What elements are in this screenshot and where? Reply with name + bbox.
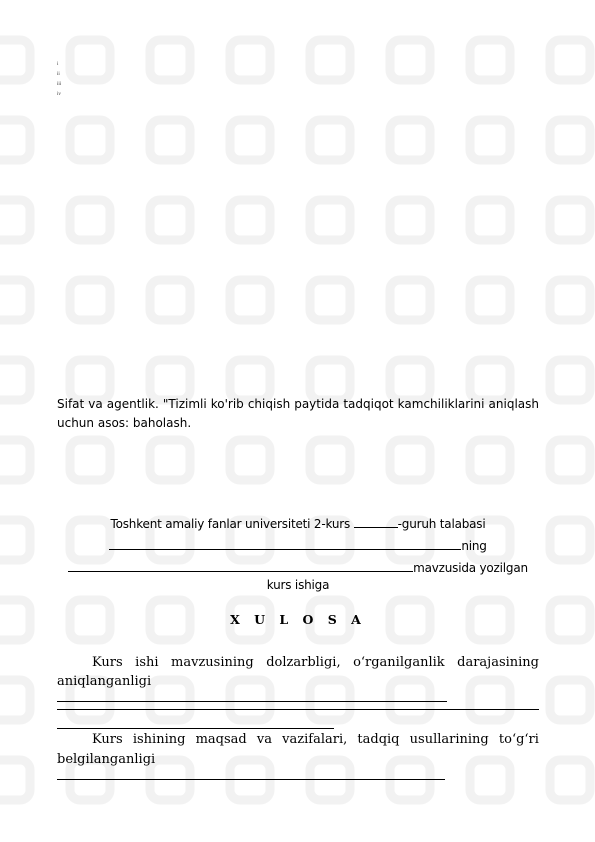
- word: usullarining: [409, 732, 489, 747]
- paragraph-2-line-1: [57, 732, 539, 747]
- group-number-blank[interactable]: [354, 515, 398, 528]
- header-topic-label: mavzusida yozilgan: [413, 561, 528, 575]
- student-name-blank[interactable]: [109, 537, 461, 550]
- word: dolzarbligi,: [266, 655, 341, 670]
- paragraph-1-line-1: [57, 655, 539, 670]
- header-line-3: [57, 559, 539, 575]
- word: o‘rganilganlik: [353, 655, 445, 670]
- answer-line[interactable]: [57, 709, 539, 710]
- header-line-2: [57, 537, 539, 553]
- word: Kurs: [92, 732, 123, 747]
- word: tadqiq: [357, 732, 400, 747]
- word: vazifalari,: [282, 732, 348, 747]
- word: darajasining: [457, 655, 539, 670]
- word: mavzusining: [171, 655, 254, 670]
- paragraph-1-line-2: [57, 674, 539, 706]
- page-title: X U L O S A: [230, 612, 366, 627]
- header-line-4: kurs ishiga: [266, 578, 330, 592]
- roman-numeral-item: ii: [57, 72, 60, 77]
- header-university: Toshkent amaliy fanlar universiteti 2-kurs: [110, 517, 351, 531]
- paragraph-1-lead: aniqlanganligi: [57, 674, 152, 689]
- answer-blank-2[interactable]: [57, 767, 445, 780]
- criterion-paragraph: Sifat va agentlik. "Tizimli ko'rib chiqish paytida tadqiqot kamchiliklarini aniqlash uchun asos: baholash.: [57, 397, 539, 430]
- header-line-1: [57, 515, 539, 531]
- header-ning: ning: [461, 539, 487, 553]
- roman-numeral-item: iv: [57, 92, 61, 97]
- word: ishining: [132, 732, 186, 747]
- paragraph-2-line-2: [57, 752, 539, 784]
- roman-numeral-item: i: [57, 62, 59, 67]
- roman-numeral-item: iii: [57, 82, 62, 87]
- word: maqsad: [195, 732, 247, 747]
- word: va: [256, 732, 273, 747]
- word: ishi: [135, 655, 159, 670]
- topic-blank[interactable]: [68, 559, 413, 572]
- answer-line[interactable]: [57, 728, 334, 729]
- answer-blank-1[interactable]: [57, 689, 447, 702]
- word: to‘g‘ri: [498, 732, 539, 747]
- paragraph-2-lead: belgilanganligi: [57, 752, 156, 767]
- word: Kurs: [92, 655, 123, 670]
- header-group-label: -guruh talabasi: [397, 517, 486, 531]
